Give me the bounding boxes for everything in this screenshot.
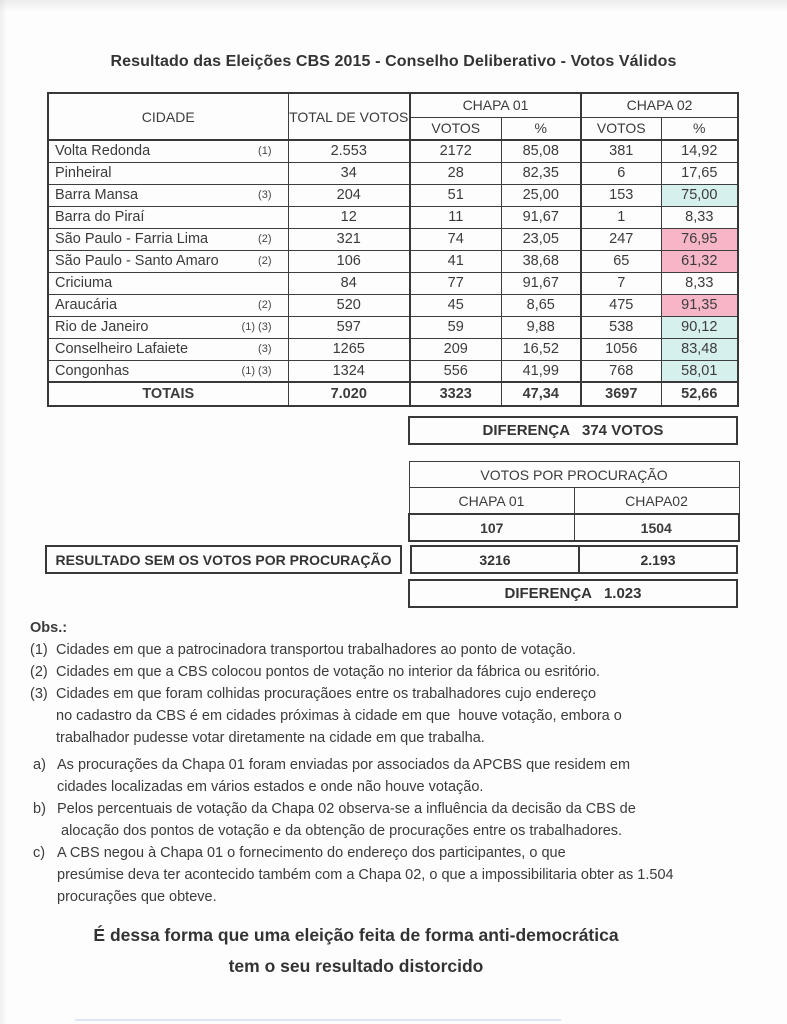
table-row <box>48 140 738 162</box>
observation-note <box>30 683 622 749</box>
city-marker: (2) <box>258 255 272 267</box>
note-line: no cadastro da CBS é em cidades próximas à cidade em que houve votação, embora o <box>56 708 622 724</box>
conclusion-line-1: É dessa forma que uma eleição feita de forma anti-democrática <box>93 925 619 945</box>
diferenca-votos-label: DIFERENÇA 374 VOTOS <box>482 422 664 439</box>
totals-chapa02-pct: 52,66 <box>661 382 738 406</box>
remark-line: Pelos percentuais de votação da Chapa 02 observa-se a influência da decisão da CBS de <box>57 801 636 817</box>
totals-row <box>48 382 738 406</box>
diferenca-final-label: DIFERENÇA 1.023 <box>504 585 642 602</box>
scan-artifact-top <box>0 0 787 12</box>
table-row <box>48 206 738 228</box>
column-header-chapa02-pct: % <box>661 117 738 140</box>
city-name: Volta Redonda <box>55 143 151 160</box>
total-votes-cell: 106 <box>288 250 410 272</box>
chapa01-votes-cell: 2172 <box>410 140 501 162</box>
chapa01-pct-cell: 82,35 <box>501 162 581 184</box>
city-marker: (2) <box>258 299 272 311</box>
city-cell <box>48 162 288 184</box>
note-line: Cidades em que a CBS colocou pontos de votação no interior da fábrica ou esritório. <box>56 664 601 680</box>
chapa01-pct-cell: 9,88 <box>501 316 581 338</box>
chapa02-pct-cell: 91,35 <box>661 294 738 316</box>
chapa01-votes-cell: 77 <box>410 272 501 294</box>
table-row <box>48 360 738 382</box>
procuracao-chapa01-header: CHAPA 01 <box>409 488 574 515</box>
city-marker: (2) <box>258 233 272 245</box>
conclusion-line-2: tem o seu resultado distorcido <box>228 956 484 976</box>
total-votes-cell: 1265 <box>288 338 410 360</box>
chapa01-pct-cell: 91,67 <box>501 206 581 228</box>
chapa02-votes-cell: 6 <box>581 162 661 184</box>
city-cell <box>48 294 288 316</box>
column-header-cidade: CIDADE <box>48 93 288 140</box>
chapa01-pct-cell: 41,99 <box>501 360 581 382</box>
chapa01-votes-cell: 51 <box>410 184 501 206</box>
diferenca-final-box <box>408 579 738 608</box>
column-header-chapa01-pct: % <box>501 117 581 140</box>
totals-total-votes: 7.020 <box>288 382 410 406</box>
chapa02-votes-cell: 381 <box>581 140 661 162</box>
procuracao-chapa02-value: 1504 <box>574 514 739 541</box>
chapa01-pct-cell: 23,05 <box>501 228 581 250</box>
diferenca-votos-box <box>408 416 738 445</box>
remark-line: cidades localizadas em vários estados e onde não houve votação. <box>57 779 484 795</box>
city-marker: (1) <box>258 145 272 158</box>
total-votes-cell: 34 <box>288 162 410 184</box>
results-table <box>47 92 739 407</box>
chapa01-votes-cell: 41 <box>410 250 501 272</box>
total-votes-cell: 321 <box>288 228 410 250</box>
resultado-label: RESULTADO SEM OS VOTOS POR PROCURAÇÃO <box>55 551 392 568</box>
totals-chapa02-votes: 3697 <box>581 382 661 406</box>
page-title: Resultado das Eleições CBS 2015 - Conselho Deliberativo - Votos Válidos <box>110 53 677 70</box>
chapa01-pct-cell: 85,08 <box>501 140 581 162</box>
resultado-chapa02-value: 2.193 <box>640 551 676 568</box>
city-name: Congonhas <box>55 362 130 379</box>
chapa02-pct-cell: 76,95 <box>661 228 738 250</box>
note-marker: (3) <box>30 686 48 702</box>
chapa02-pct-cell: 17,65 <box>661 162 738 184</box>
total-votes-cell: 597 <box>288 316 410 338</box>
chapa01-pct-cell: 8,65 <box>501 294 581 316</box>
table-row <box>48 184 738 206</box>
chapa02-pct-cell: 61,32 <box>661 250 738 272</box>
remark-line: presúmise deva ter acontecido também com a Chapa 02, o que a impossibilitaria obter as 1.504 <box>57 867 674 883</box>
column-header-chapa01-votos: VOTOS <box>410 117 501 140</box>
chapa02-votes-cell: 768 <box>581 360 661 382</box>
column-header-chapa02-votos: VOTOS <box>581 117 661 140</box>
chapa02-votes-cell: 475 <box>581 294 661 316</box>
chapa02-pct-cell: 83,48 <box>661 338 738 360</box>
chapa01-votes-cell: 556 <box>410 360 501 382</box>
table-row <box>48 250 738 272</box>
totals-chapa01-pct: 47,34 <box>501 382 581 406</box>
procuracao-title: VOTOS POR PROCURAÇÃO <box>409 462 739 488</box>
city-cell <box>48 140 288 162</box>
column-header-total-votos: TOTAL DE VOTOS <box>288 93 410 140</box>
procuracao-values-row <box>409 514 739 541</box>
resultado-values-box <box>410 545 738 574</box>
note-line: trabalhador pudesse votar diretamente na cidade em que trabalha. <box>56 730 485 746</box>
total-votes-cell: 2.553 <box>288 140 410 162</box>
chapa02-pct-cell: 8,33 <box>661 206 738 228</box>
resultado-chapa01-value: 3216 <box>412 547 580 572</box>
chapa01-pct-cell: 16,52 <box>501 338 581 360</box>
city-cell <box>48 228 288 250</box>
remark-line: As procurações da Chapa 01 foram enviadas por associados da APCBS que residem em <box>57 757 631 773</box>
table-row <box>48 294 738 316</box>
chapa01-votes-cell: 28 <box>410 162 501 184</box>
chapa02-votes-cell: 7 <box>581 272 661 294</box>
table-row <box>48 338 738 360</box>
totals-chapa01-votes: 3323 <box>410 382 501 406</box>
remark-marker: c) <box>33 845 46 861</box>
total-votes-cell: 1324 <box>288 360 410 382</box>
procuracao-title-row <box>409 462 739 488</box>
city-name: Criciuma <box>55 275 113 291</box>
chapa02-pct-cell: 14,92 <box>661 140 738 162</box>
table-row <box>48 272 738 294</box>
chapa02-pct-cell: 8,33 <box>661 272 738 294</box>
city-cell <box>48 184 288 206</box>
remark-marker: b) <box>33 801 46 817</box>
city-name: Rio de Janeiro <box>55 319 149 335</box>
city-cell <box>48 360 288 382</box>
procuracao-chapa02-header: CHAPA02 <box>574 488 739 515</box>
observations-heading: Obs.: <box>30 620 68 636</box>
remark <box>33 842 674 908</box>
chapa02-votes-cell: 538 <box>581 316 661 338</box>
total-votes-cell: 204 <box>288 184 410 206</box>
remarks-section <box>33 754 674 908</box>
table-header-row-1 <box>48 93 738 117</box>
chapa01-pct-cell: 25,00 <box>501 184 581 206</box>
note-marker: (2) <box>30 664 48 680</box>
city-marker: (1) (3) <box>241 321 272 333</box>
column-header-chapa01: CHAPA 01 <box>410 93 581 117</box>
remark-line: A CBS negou à Chapa 01 o fornecimento do endereço dos participantes, o que <box>57 845 566 861</box>
city-cell <box>48 272 288 294</box>
scan-artifact-blue-line <box>75 1019 561 1021</box>
chapa01-pct-cell: 38,68 <box>501 250 581 272</box>
observations-section <box>30 617 622 749</box>
city-marker: (3) <box>258 189 272 201</box>
total-votes-cell: 520 <box>288 294 410 316</box>
chapa01-pct-cell: 91,67 <box>501 272 581 294</box>
totals-label: TOTAIS <box>48 382 288 406</box>
city-marker: (1) (3) <box>241 364 272 377</box>
city-marker: (3) <box>258 343 272 355</box>
city-name: Conselheiro Lafaiete <box>55 341 189 357</box>
city-name: Barra Mansa <box>55 187 139 203</box>
city-name: Pinheiral <box>55 165 112 181</box>
city-cell <box>48 206 288 228</box>
chapa02-pct-cell: 90,12 <box>661 316 738 338</box>
chapa02-pct-cell: 58,01 <box>661 360 738 382</box>
chapa02-votes-cell: 1056 <box>581 338 661 360</box>
observation-note <box>30 661 622 683</box>
remark-line: procurações que obteve. <box>57 889 217 905</box>
chapa01-votes-cell: 209 <box>410 338 501 360</box>
chapa02-votes-cell: 1 <box>581 206 661 228</box>
city-name: Araucária <box>55 297 118 313</box>
city-cell <box>48 316 288 338</box>
remark-marker: a) <box>33 757 46 773</box>
city-name: São Paulo - Farria Lima <box>55 231 209 247</box>
procuracao-table <box>408 461 740 542</box>
procuracao-header-row <box>409 488 739 515</box>
chapa02-votes-cell: 247 <box>581 228 661 250</box>
chapa01-votes-cell: 45 <box>410 294 501 316</box>
note-line: Cidades em que foram colhidas procuraçãoes entre os trabalhadores cujo endereço <box>56 686 597 702</box>
city-name: Barra do Piraí <box>55 209 145 225</box>
conclusion-statement <box>0 920 712 982</box>
city-cell <box>48 250 288 272</box>
chapa01-votes-cell: 11 <box>410 206 501 228</box>
procuracao-chapa01-value: 107 <box>409 514 574 541</box>
column-header-chapa02: CHAPA 02 <box>581 93 738 117</box>
total-votes-cell: 84 <box>288 272 410 294</box>
chapa01-votes-cell: 74 <box>410 228 501 250</box>
chapa02-votes-cell: 153 <box>581 184 661 206</box>
remark-line: alocação dos pontos de votação e da obtenção de procurações entre os trabalhadores. <box>57 823 623 839</box>
city-name: São Paulo - Santo Amaro <box>55 253 219 269</box>
remark <box>33 754 674 798</box>
remark <box>33 798 674 842</box>
chapa02-votes-cell: 65 <box>581 250 661 272</box>
table-row <box>48 228 738 250</box>
total-votes-cell: 12 <box>288 206 410 228</box>
observation-note <box>30 639 622 661</box>
scan-artifact-left <box>0 0 7 1024</box>
note-line: Cidades em que a patrocinadora transportou trabalhadores ao ponto de votação. <box>56 642 576 658</box>
chapa01-votes-cell: 59 <box>410 316 501 338</box>
table-row <box>48 316 738 338</box>
resultado-label-box <box>45 545 402 574</box>
note-marker: (1) <box>30 642 48 658</box>
chapa02-pct-cell: 75,00 <box>661 184 738 206</box>
city-cell <box>48 338 288 360</box>
table-row <box>48 162 738 184</box>
